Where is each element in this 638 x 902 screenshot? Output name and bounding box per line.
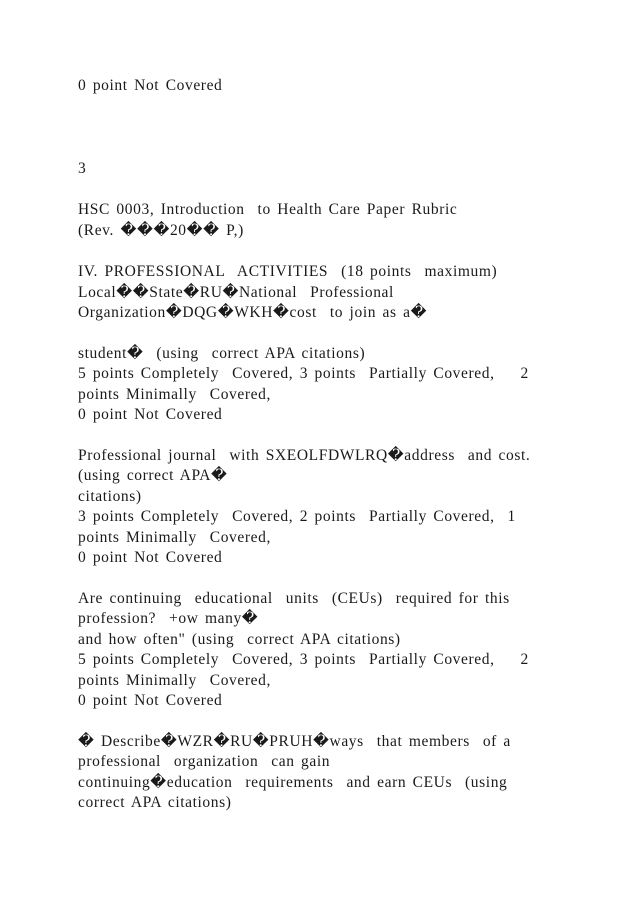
text-line: 0 point Not Covered (78, 692, 223, 709)
text-line: correct APA citations) (78, 794, 232, 811)
text-line: 5 points Completely Covered, 3 points Partially Covered, 2 (78, 651, 529, 668)
text-line: 0 point Not Covered (78, 406, 223, 423)
text-line: 5 points Completely Covered, 3 points Partially Covered, 2 (78, 365, 529, 382)
text-line: � Describe�WZR�RU�PRUH�ways that members of a (78, 733, 511, 750)
text-line: Are continuing educational units (CEUs) required for this (78, 590, 510, 607)
section-heading: IV. PROFESSIONAL ACTIVITIES (18 points maximum) (78, 263, 498, 280)
text-line: points Minimally Covered, (78, 529, 271, 546)
page-number: 3 (78, 160, 87, 177)
text-line: professional organization can gain (78, 753, 331, 770)
line-not-covered-top: 0 point Not Covered (78, 77, 223, 94)
text-line: citations) (78, 488, 142, 505)
text-line: points Minimally Covered, (78, 386, 271, 403)
text-line: and how often" (using correct APA citations) (78, 631, 401, 648)
text-line: student� (using correct APA citations) (78, 345, 366, 362)
revision-line: (Rev. ���20�� P,) (78, 222, 244, 239)
text-line: continuing�education requirements and earn CEUs (using (78, 774, 508, 791)
text-line: 0 point Not Covered (78, 549, 223, 566)
text-line: (using correct APA� (78, 467, 228, 484)
text-line: Professional journal with SXEOLFDWLRQ�address and cost. (78, 447, 531, 464)
text-line: points Minimally Covered, (78, 672, 271, 689)
text-line: 3 points Completely Covered, 2 points Partially Covered, 1 (78, 508, 516, 525)
text-line: Local��State�RU�National Professional (78, 284, 394, 301)
text-line: Organization�DQG�WKH�cost to join as a� (78, 304, 428, 321)
rubric-title: HSC 0003, Introduction to Health Care Paper Rubric (78, 201, 458, 218)
text-line: profession? +ow many� (78, 610, 259, 627)
